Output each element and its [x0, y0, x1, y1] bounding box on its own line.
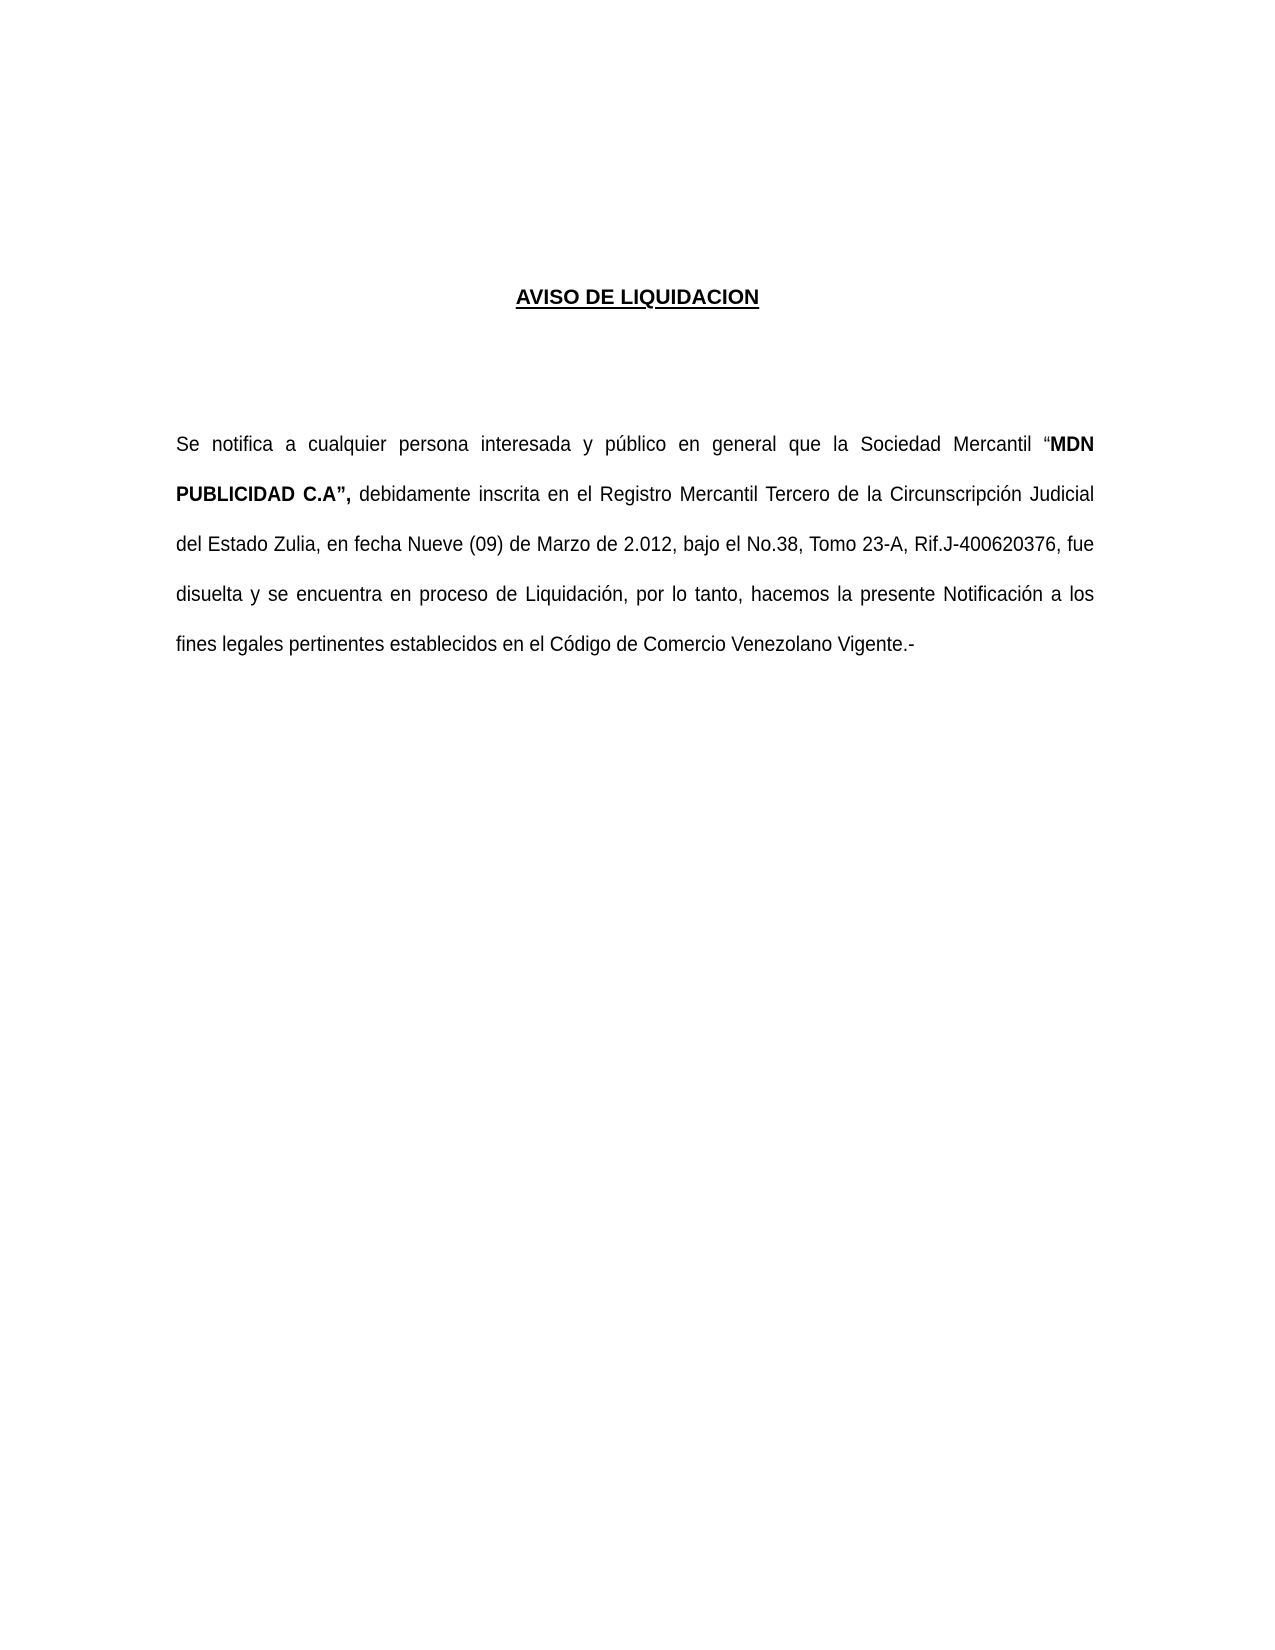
notice-paragraph: [176, 420, 1094, 670]
paragraph-body: debidamente inscrita en el Registro Mercantil Tercero de la Circunscripción Judicial del Estado Zulia, en fecha Nueve (09) de Marzo de 2.012, bajo el No.38, Tomo 23-A, Rif.J-400620376, fue disuelta y se encuentra en proceso de Liquidación, por lo tanto, hacemos la presente Notificación a los fines legales pertinentes establecidos en el Código de Comercio Venezolano Vigente.-: [176, 483, 1095, 656]
company-name: MDN PUBLICIDAD C.A”,: [176, 433, 1095, 506]
document-title-text: AVISO DE LIQUIDACION: [515, 286, 760, 309]
document-title: [0, 284, 1275, 312]
paragraph-intro: Se notifica a cualquier persona interesada y público en general que la Sociedad Mercantil “: [176, 433, 1051, 456]
